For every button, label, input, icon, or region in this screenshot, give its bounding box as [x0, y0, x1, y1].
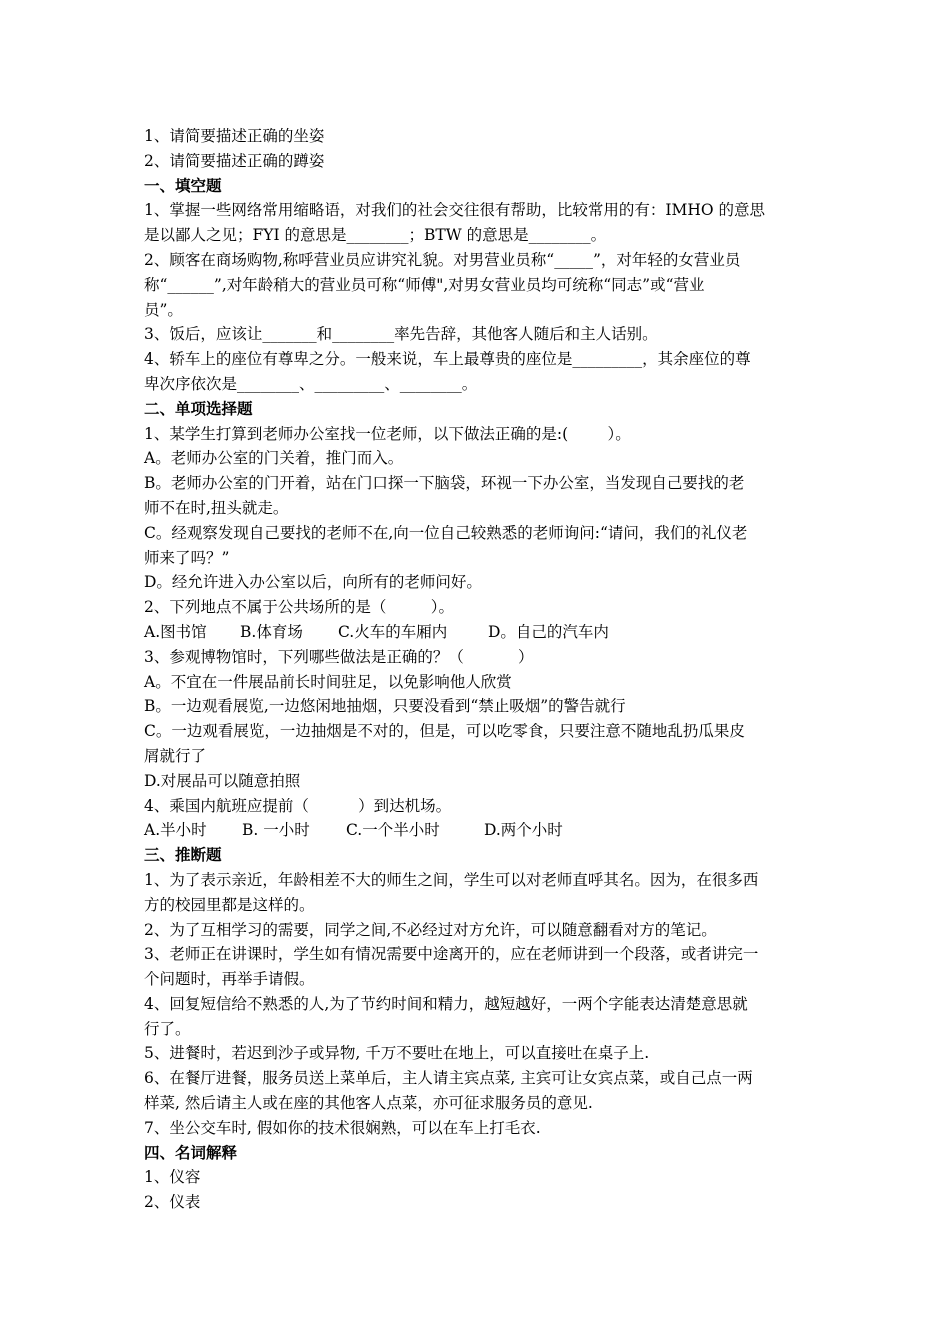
fill-q2-line2: 称“______”,对年龄稍大的营业员可称“师傅",对男女营业员均可统称“同志”或“营业: [144, 275, 705, 294]
choice-q2-option-b: B.体育场: [240, 622, 303, 641]
judge-line: 1、为了表示亲近，年龄相差不大的师生之间，学生可以对老师直呼其名。因为，在很多西: [144, 870, 759, 889]
choice-q1-option-b-line2: 师不在时,扭头就走。: [144, 498, 289, 517]
judge-line: 2、为了互相学习的需要，同学之间,不必经过对方允许，可以随意翻看对方的笔记。: [144, 920, 717, 939]
fill-q3-line1: 3、饭后，应该让_______和________率先告辞，其他客人随后和主人话别。: [144, 325, 658, 344]
choice-q2-option-c: C.火车的车厢内: [338, 622, 448, 641]
section-heading-judgement: 三、推断题: [144, 845, 222, 865]
term-item-2: 2、仪表: [144, 1193, 201, 1212]
choice-q3-stem: 3、参观博物馆时，下列哪些做法是正确的？（ ）: [144, 647, 534, 666]
fill-q1-line2: 是以鄙人之见；FYI 的意思是________；BTW 的意思是________。: [144, 226, 607, 245]
choice-q4-option-c: C.一个半小时: [346, 821, 440, 840]
judge-line: 7、坐公交车时, 假如你的技术很娴熟，可以在车上打毛衣.: [144, 1118, 541, 1137]
judge-line: 3、老师正在讲课时，学生如有情况需要中途离开的，应在老师讲到一个段落，或者讲完一: [144, 945, 759, 964]
section-heading-single-choice: 二、单项选择题: [144, 398, 253, 418]
choice-q3-option-b: B。一边观看展览,一边悠闲地抽烟，只要没看到“禁止吸烟”的警告就行: [144, 697, 626, 716]
choice-q1-option-d: D。经允许进入办公室以后，向所有的老师问好。: [144, 573, 482, 592]
judge-line: 4、回复短信给不熟悉的人,为了节约时间和精力，越短越好，一两个字能表达清楚意思就: [144, 994, 748, 1013]
choice-q3-option-a: A。不宜在一件展品前长时间驻足，以免影响他人欣赏: [144, 672, 512, 691]
section-heading-fill-blank: 一、填空题: [144, 175, 222, 195]
choice-q1-stem: 1、某学生打算到老师办公室找一位老师，以下做法正确的是:( ）。: [144, 424, 631, 443]
choice-q1-option-b-line1: B。老师办公室的门开着，站在门口探一下脑袋，环视一下办公室，当发现自己要找的老: [144, 474, 745, 493]
term-item-1: 1、仪容: [144, 1168, 201, 1187]
choice-q2-option-a: A.图书馆: [144, 622, 207, 641]
fill-q4-line2: 卑次序依次是________、_________、________。: [144, 374, 478, 393]
choice-q4-options: [144, 818, 808, 843]
fill-q4-line1: 4、轿车上的座位有尊卑之分。一般来说，车上最尊贵的座位是_________，其余座位的尊: [144, 350, 751, 369]
intro-question-1: 1、请简要描述正确的坐姿: [144, 127, 325, 145]
choice-q1-option-c-line2: 师来了吗？”: [144, 548, 230, 567]
fill-q2-line3: 员”。: [144, 300, 183, 319]
choice-q3-option-c-line2: 屑就行了: [144, 746, 207, 765]
choice-q3-option-d: D.对展品可以随意拍照: [144, 771, 301, 790]
judge-line: 个问题时，再举手请假。: [144, 970, 315, 989]
choice-q4-option-d: D.两个小时: [484, 821, 563, 840]
choice-q3-option-c-line1: C。一边观看展览，一边抽烟是不对的，但是，可以吃零食，只要注意不随地乱扔瓜果皮: [144, 722, 745, 741]
choice-q2-option-d: D。自己的汽车内: [488, 622, 609, 641]
choice-q2-options: [144, 620, 808, 645]
choice-q4-stem: 4、乘国内航班应提前（ ）到达机场。: [144, 796, 452, 815]
judge-line: 行了。: [144, 1019, 191, 1038]
section-heading-term-definition: 四、名词解释: [144, 1142, 238, 1162]
judge-line: 样菜, 然后请主人或在座的其他客人点菜，亦可征求服务员的意见.: [144, 1094, 593, 1113]
intro-question-2: 2、请简要描述正确的蹲姿: [144, 151, 325, 170]
document-page: [144, 124, 808, 1215]
choice-q2-stem: 2、下列地点不属于公共场所的是（ ）。: [144, 598, 454, 617]
judge-line: 5、进餐时，若迟到沙子或异物, 千万不要吐在地上，可以直接吐在桌子上.: [144, 1044, 650, 1063]
choice-q1-option-a: A。老师办公室的门关着，推门而入。: [144, 449, 404, 468]
judge-line: 6、在餐厅进餐，服务员送上菜单后，主人请主宾点菜, 主宾可让女宾点菜，或自己点一两: [144, 1069, 753, 1088]
fill-q1-line1: 1、掌握一些网络常用缩略语，对我们的社会交往很有帮助，比较常用的有：IMHO 的意思: [144, 201, 766, 220]
choice-q1-option-c-line1: C。经观察发现自己要找的老师不在,向一位自己较熟悉的老师询问:“请问，我们的礼仪老: [144, 523, 748, 542]
judge-line: 方的校园里都是这样的。: [144, 895, 315, 914]
choice-q4-option-b: B. 一小时: [242, 821, 310, 840]
choice-q4-option-a: A.半小时: [144, 821, 207, 840]
fill-q2-line1: 2、顾客在商场购物,称呼营业员应讲究礼貌。对男营业员称“_____”，对年轻的女营业员: [144, 250, 741, 269]
